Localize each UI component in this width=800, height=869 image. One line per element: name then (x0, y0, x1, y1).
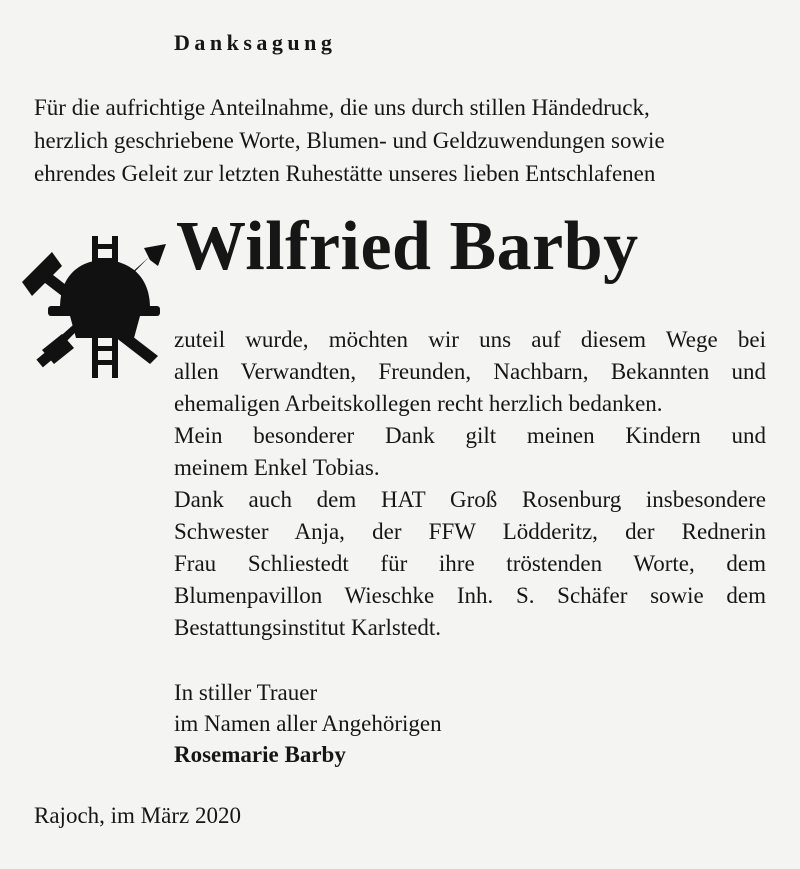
fire-brigade-emblem-icon (18, 230, 166, 382)
thanks-line: Bestattungsinstitut Karlstedt. (174, 615, 442, 640)
thanks-line: Mein besonderer Dank gilt meinen Kindern und (174, 423, 766, 448)
thanks-line: allen Verwandten, Freunden, Nachbarn, Bekannten und (174, 359, 766, 384)
thanks-line: meinem Enkel Tobias. (174, 455, 380, 480)
intro-line: Für die aufrichtige Anteilnahme, die uns durch stillen Händedruck, (34, 95, 650, 120)
thanks-line: Blumenpavillon Wieschke Inh. S. Schäfer sowie dem (174, 583, 766, 608)
heading: Danksagung (174, 30, 337, 55)
thanks-paragraph (174, 324, 766, 644)
signer-name: Rosemarie Barby (174, 742, 346, 767)
deceased-name: Wilfried Barby (176, 208, 639, 285)
intro-line: herzlich geschriebene Worte, Blumen- und Geldzuwendungen sowie (34, 128, 665, 153)
closing-line: im Namen aller Angehörigen (174, 711, 442, 736)
closing-block (174, 677, 442, 770)
intro-paragraph (34, 91, 770, 190)
thanks-line: Frau Schliestedt für ihre tröstenden Worte, dem (174, 551, 766, 576)
place-and-date: Rajoch, im März 2020 (34, 803, 241, 828)
intro-line: ehrendes Geleit zur letzten Ruhestätte unseres lieben Entschlafenen (34, 161, 656, 186)
closing-line: In stiller Trauer (174, 680, 318, 705)
thanks-line: Schwester Anja, der FFW Lödderitz, der Rednerin (174, 519, 766, 544)
thanks-line: ehemaligen Arbeitskollegen recht herzlich bedanken. (174, 391, 663, 416)
thanks-line: Dank auch dem HAT Groß Rosenburg insbesondere (174, 487, 766, 512)
thanks-line: zuteil wurde, möchten wir uns auf diesem Wege bei (174, 327, 766, 352)
